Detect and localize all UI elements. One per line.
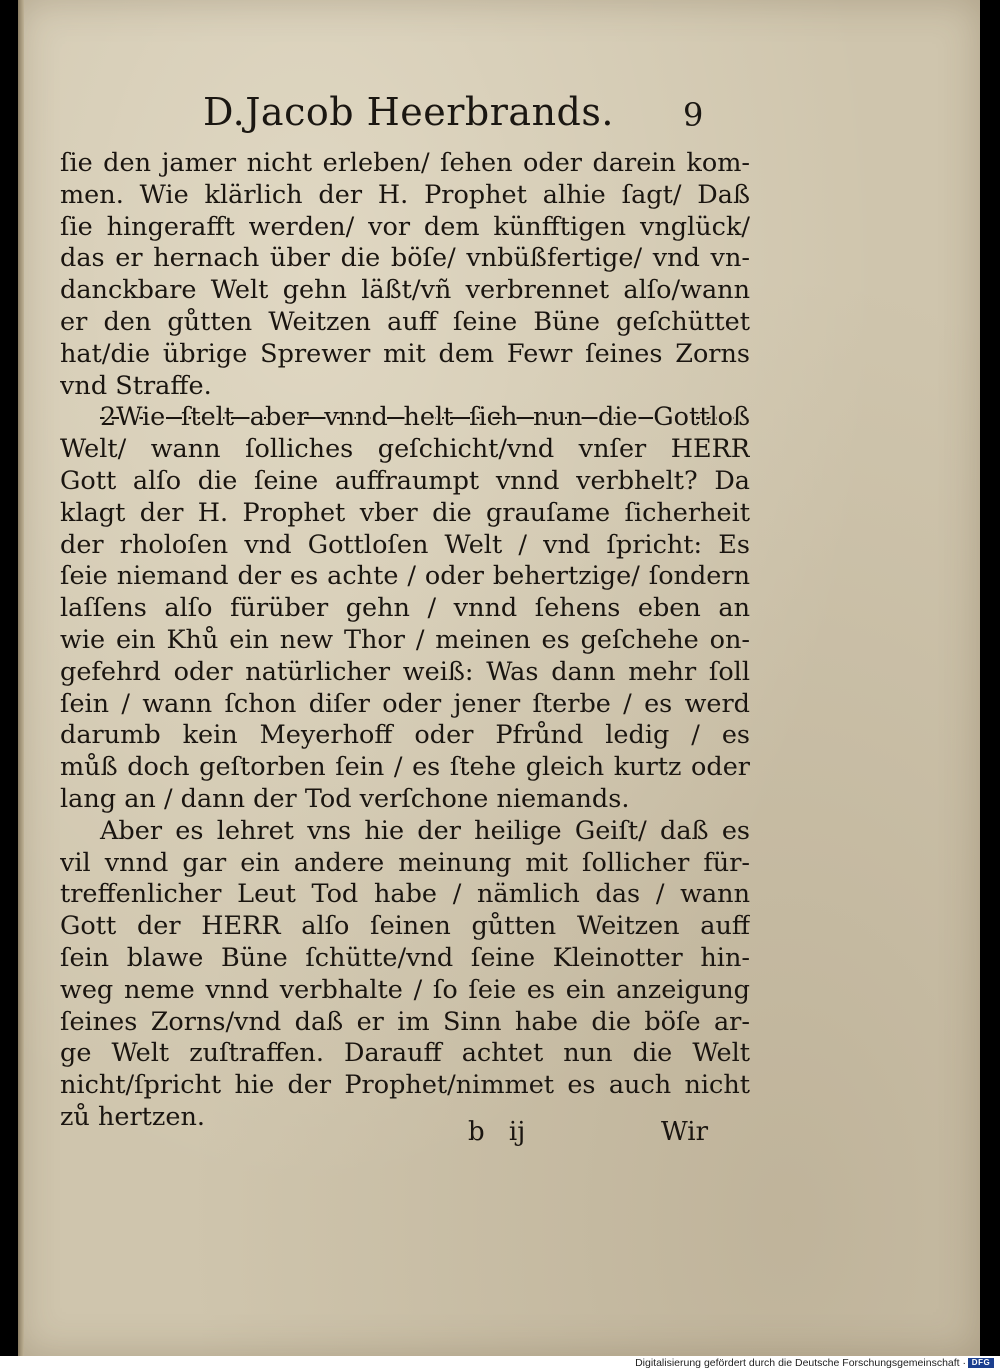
- text-line: ſie den jamer nicht erleben/ ſehen oder darein kom-: [60, 148, 750, 178]
- text-line: das er hernach über die böſe/ vnbüßfertige/ vnd vn-: [60, 243, 750, 274]
- page-left-edge: [18, 0, 24, 1356]
- text-line: zů hertzen.: [60, 1101, 205, 1132]
- text-line: ſie hingerafft werden/ vor dem künfftigen vnglück/: [60, 211, 750, 242]
- text-line: vil vnnd gar ein andere meinung mit ſollicher für-: [60, 847, 750, 878]
- digitization-credit: Digitalisierung gefördert durch die Deutsche Forschungsgemeinschaft ·: [635, 1357, 966, 1369]
- text-line: treffenlicher Leut Tod habe / nämlich das / wann: [60, 879, 750, 910]
- running-head: [203, 90, 763, 146]
- text-line: ſeines Zorns/vnd daß er im Sinn habe die böſe ar-: [60, 1006, 750, 1037]
- book-page: [18, 0, 980, 1356]
- text-line: nicht/ſpricht hie der Prophet/nimmet es auch nicht: [60, 1070, 750, 1101]
- text-line: ſein blawe Büne ſchütte/vnd ſeine Kleinotter hin-: [60, 942, 750, 973]
- text-line: ſein / wann ſchon diſer oder jener ſterbe / es werd: [60, 688, 750, 719]
- text-line: hat/die übrige Sprewer mit dem Fewr ſeines Zorns: [60, 338, 750, 369]
- signature-mark: b ij: [468, 1117, 526, 1147]
- text-line: ge Welt zuſtraffen. Darauff achtet nun die Welt: [60, 1038, 750, 1069]
- struck-text-line: 2Wie ſtelt aber vnnd helt ſich nun die Gottloß: [100, 402, 750, 433]
- catchword: Wir: [660, 1117, 708, 1147]
- text-line: darumb kein Meyerhoff oder Pfrůnd ledig / es: [60, 720, 750, 751]
- page-number: 9: [683, 96, 704, 134]
- text-line: danckbare Welt gehn läßt/vñ verbrennet alſo/wann: [60, 275, 750, 306]
- text-line: der rholoſen vnd Gottloſen Welt / vnd ſpricht: Es: [60, 529, 750, 560]
- text-line: Aber es lehret vns hie der heilige Geiſt/ daß es: [100, 815, 750, 846]
- catchline: [468, 1117, 708, 1151]
- dfg-logo-icon: DFG: [968, 1358, 994, 1368]
- text-line: wie ein Khů ein new Thor / meinen es geſchehe on-: [60, 624, 750, 655]
- text-line: laſſens alſo fürüber gehn / vnnd ſehens eben an: [60, 593, 750, 624]
- text-line: klagt der H. Prophet vber die grauſame ſicherheit: [60, 497, 750, 528]
- text-line: er den gůtten Weitzen auff ſeine Büne geſchüttet: [60, 306, 750, 337]
- text-line: ſeie niemand der es achte / oder behertzige/ ſondern: [60, 561, 750, 592]
- running-title: D.Jacob Heerbrands.: [203, 90, 614, 134]
- text-line: weg neme vnnd verbhalte / ſo ſeie es ein anzeigung: [60, 974, 750, 1005]
- text-line: vnd Straffe.: [60, 370, 212, 401]
- text-line: gefehrd oder natürlicher weiß: Was dann mehr ſoll: [60, 656, 750, 687]
- text-line: men. Wie klärlich der H. Prophet alhie ſagt/ Daß: [60, 179, 750, 210]
- text-line: Welt/ wann ſolliches geſchicht/vnd vnſer HERR: [60, 434, 750, 465]
- digitization-credit-bar: [0, 1356, 1000, 1370]
- text-line: Gott der HERR alſo ſeinen gůtten Weitzen auff: [60, 911, 750, 942]
- text-line: lang an / dann der Tod verſchone niemands.: [60, 783, 630, 814]
- text-line: Gott alſo die ſeine auffraumpt vnnd verbhelt? Da: [60, 465, 750, 496]
- text-line: můß doch geſtorben ſein / es ſtehe gleich kurtz oder: [60, 752, 750, 783]
